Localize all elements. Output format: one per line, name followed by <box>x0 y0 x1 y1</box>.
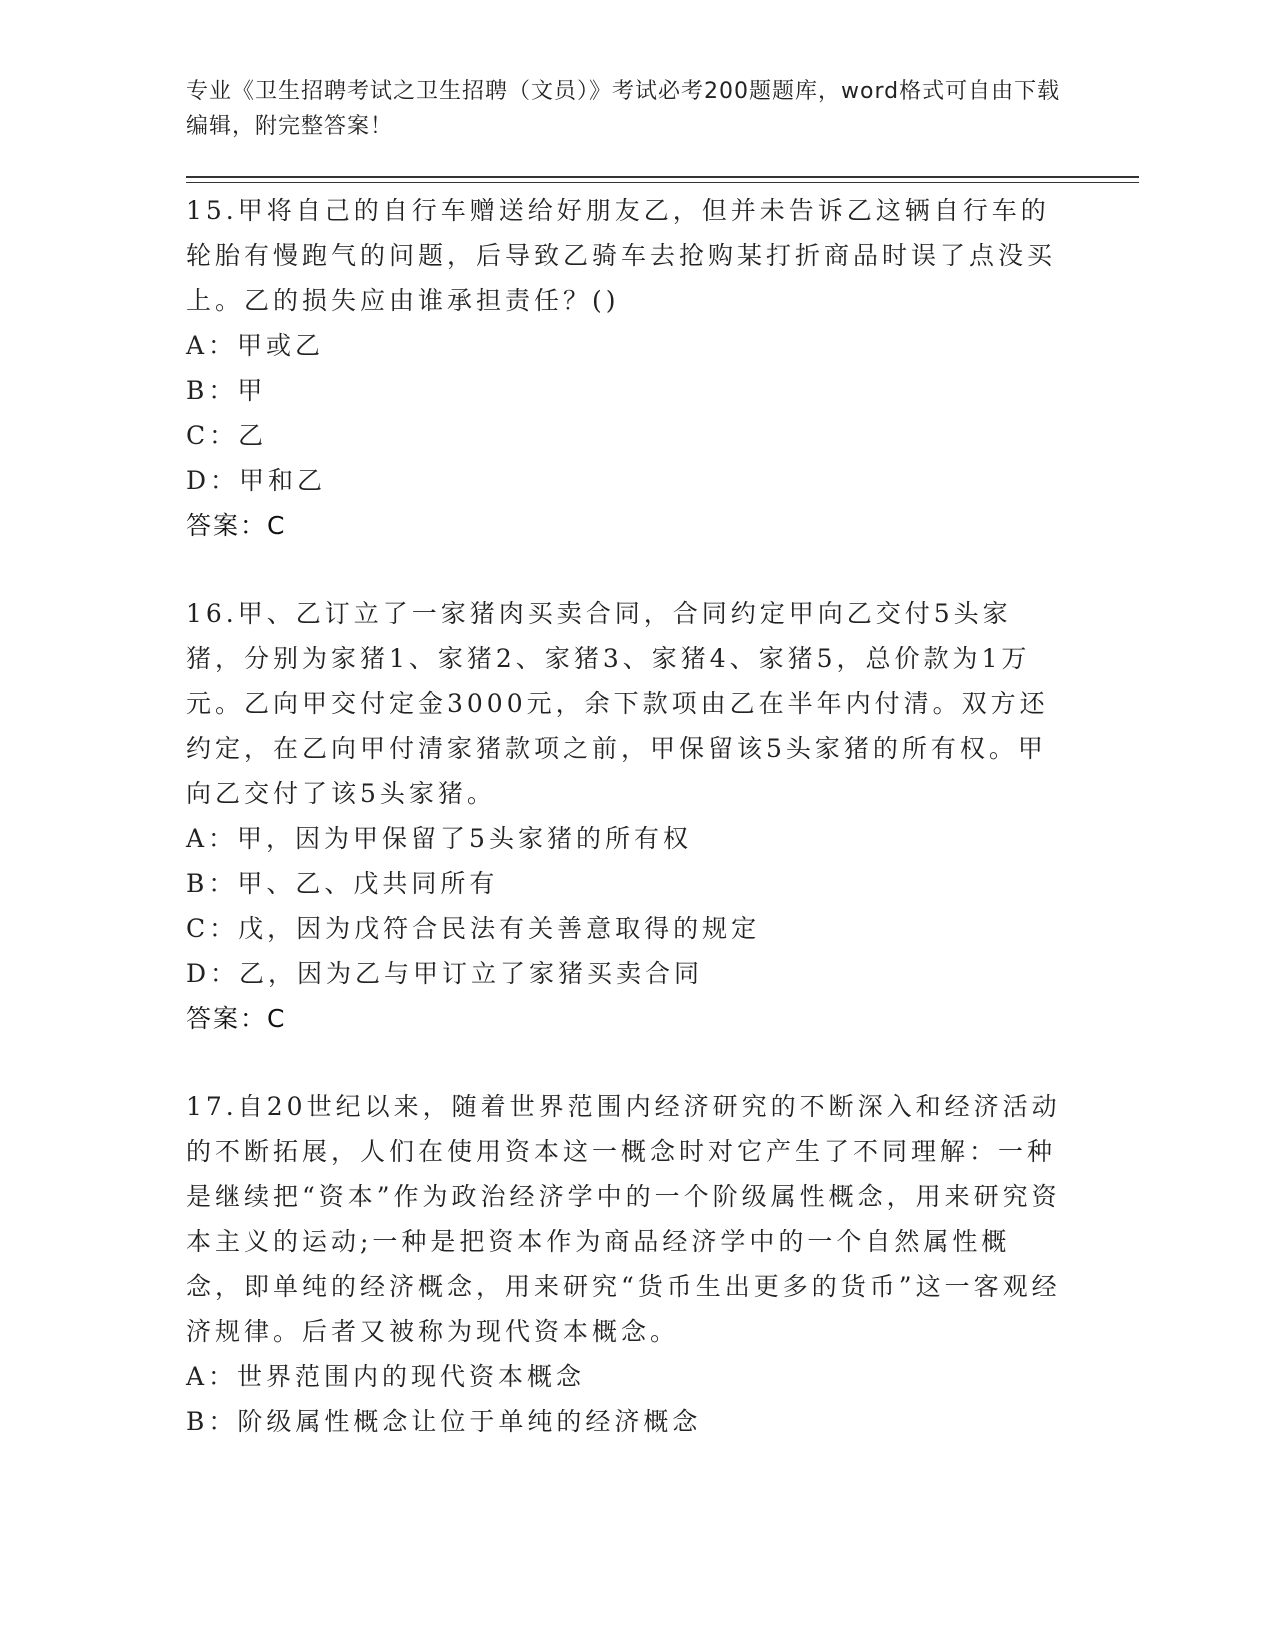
option-b: B：甲 <box>186 376 267 405</box>
option-b: B：阶级属性概念让位于单纯的经济概念 <box>186 1407 702 1436</box>
header-divider-thin <box>186 182 1139 183</box>
option-c: C：戊，因为戊符合民法有关善意取得的规定 <box>186 914 761 943</box>
question-stem: 16.甲、乙订立了一家猪肉买卖合同，合同约定甲向乙交付5头家猪，分别为家猪1、家猪2、家猪3、家猪4、家猪5，总价款为1万元。乙向甲交付定金3000元，余下款项由乙在半年内付清。双方还约定，在乙向甲付清家猪款项之前，甲保留该5头家猪的所有权。甲向乙交付了该5头家猪。 <box>186 599 1049 808</box>
question-spacer <box>186 1041 1066 1084</box>
question-stem: 15.甲将自己的自行车赠送给好朋友乙，但并未告诉乙这辆自行车的轮胎有慢跑气的问题，后导致乙骑车去抢购某打折商品时误了点没买上。乙的损失应由谁承担责任？() <box>186 196 1057 315</box>
question-17 <box>186 1084 1066 1444</box>
answer-label: 答案：C <box>186 1004 287 1033</box>
option-a: A：世界范围内的现代资本概念 <box>186 1362 586 1391</box>
question-spacer <box>186 548 1066 591</box>
question-15 <box>186 188 1066 548</box>
option-a: A：甲，因为甲保留了5头家猪的所有权 <box>186 824 692 853</box>
question-list <box>186 188 1066 1444</box>
option-a: A：甲或乙 <box>186 331 325 360</box>
question-stem: 17.自20世纪以来，随着世界范围内经济研究的不断深入和经济活动的不断拓展，人们在使用资本这一概念时对它产生了不同理解：一种是继续把“资本”作为政治经济学中的一个阶级属性概念，用来研究资本主义的运动;一种是把资本作为商品经济学中的一个自然属性概念，即单纯的经济概念，用来研究“货币生出更多的货币”这一客观经济规律。后者又被称为现代资本概念。 <box>186 1092 1061 1346</box>
document-header: 专业《卫生招聘考试之卫生招聘（文员）》考试必考200题题库，word格式可自由下载编辑，附完整答案！ <box>186 79 1061 139</box>
option-d: D：甲和乙 <box>186 466 327 495</box>
question-16 <box>186 591 1066 1041</box>
header-divider-thick <box>186 176 1139 178</box>
option-c: C：乙 <box>186 421 268 450</box>
option-d: D：乙，因为乙与甲订立了家猪买卖合同 <box>186 959 704 988</box>
option-b: B：甲、乙、戊共同所有 <box>186 869 499 898</box>
answer-label: 答案：C <box>186 511 287 540</box>
